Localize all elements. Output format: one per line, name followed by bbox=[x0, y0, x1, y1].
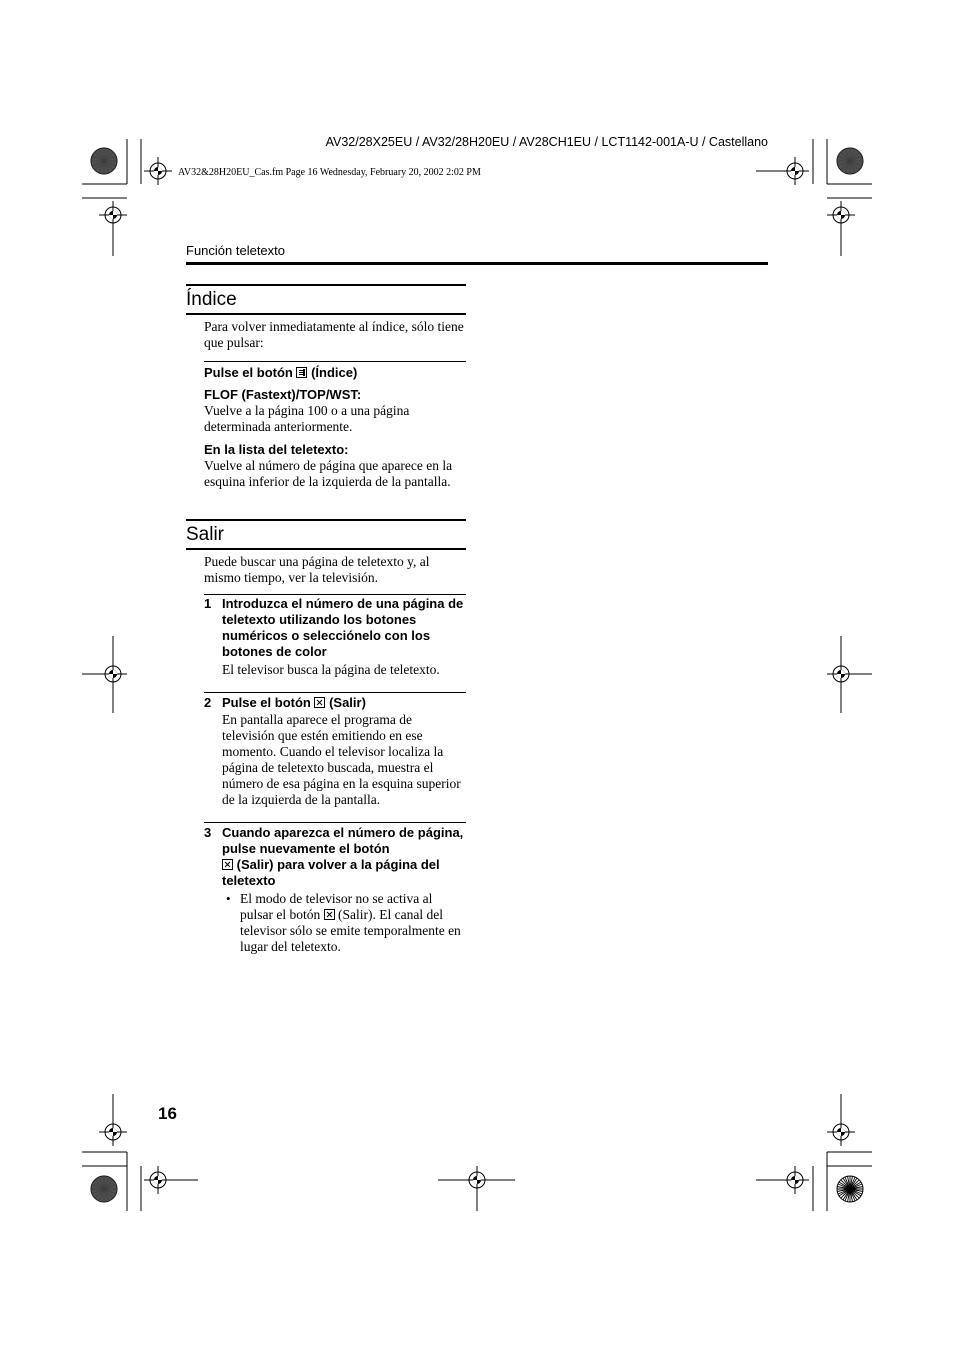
model-header: AV32/28X25EU / AV32/28H20EU / AV28CH1EU / LCT1142-001A-U / Castellano bbox=[325, 135, 768, 149]
running-title: Función teletexto bbox=[186, 243, 286, 258]
flof-text: Vuelve a la página 100 o a una página determinada anteriormente. bbox=[204, 403, 410, 434]
step-3-number: 3 bbox=[204, 825, 212, 840]
indice-intro: Para volver inmediatamente al índice, sólo tiene que pulsar: bbox=[204, 319, 464, 350]
step-1-heading: Introduzca el número de una página de teletexto utilizando los botones numéricos o selecciónelo con los botones de color bbox=[222, 596, 464, 659]
section-rule bbox=[186, 548, 466, 550]
flof-heading: FLOF (Fastext)/TOP/WST: bbox=[204, 387, 362, 402]
section-rule bbox=[186, 313, 466, 315]
section-rule bbox=[186, 284, 466, 286]
cancel-button-icon bbox=[222, 859, 233, 870]
step-3-note: El modo de televisor no se activa al pulsar el botón (Salir). El canal del televisor sólo se emite temporalmente en lugar del teletexto. bbox=[240, 891, 461, 954]
divider bbox=[204, 822, 466, 823]
file-info-line: AV32&28H20EU_Cas.fm Page 16 Wednesday, February 20, 2002 2:02 PM bbox=[178, 167, 481, 178]
salir-intro: Puede buscar una página de teletexto y, al mismo tiempo, ver la televisión. bbox=[204, 554, 430, 585]
step-3-heading: Cuando aparezca el número de página, pulse nuevamente el botón (Salir) para volver a la página del teletexto bbox=[222, 825, 464, 888]
list-heading: En la lista del teletexto: bbox=[204, 442, 349, 457]
divider bbox=[204, 594, 466, 595]
indice-instruction: Pulse el botón (Índice) bbox=[204, 365, 358, 380]
section-title-salir: Salir bbox=[186, 524, 225, 545]
index-button-icon bbox=[296, 367, 307, 378]
step-1-text: El televisor busca la página de teletexto. bbox=[222, 662, 440, 677]
header-rule bbox=[186, 262, 768, 265]
section-title-indice: Índice bbox=[186, 289, 237, 310]
section-rule bbox=[186, 519, 466, 521]
page-number: 16 bbox=[158, 1104, 177, 1123]
cancel-button-icon bbox=[324, 909, 335, 920]
step-2-heading: Pulse el botón (Salir) bbox=[222, 695, 366, 710]
list-text: Vuelve al número de página que aparece en la esquina inferior de la izquierda de la pantalla. bbox=[204, 458, 453, 489]
divider bbox=[204, 361, 466, 362]
step-2-text: En pantalla aparece el programa de televisión que estén emitiendo en ese momento. Cuando el televisor localiza la página de teletexto buscada, muestra el número de esa página en la esquina superior de la izquierda de la pantalla. bbox=[222, 712, 461, 807]
step-1-number: 1 bbox=[204, 596, 212, 611]
cancel-button-icon bbox=[314, 697, 325, 708]
divider bbox=[204, 692, 466, 693]
bullet-marker: • bbox=[226, 891, 231, 906]
step-2-number: 2 bbox=[204, 695, 212, 710]
